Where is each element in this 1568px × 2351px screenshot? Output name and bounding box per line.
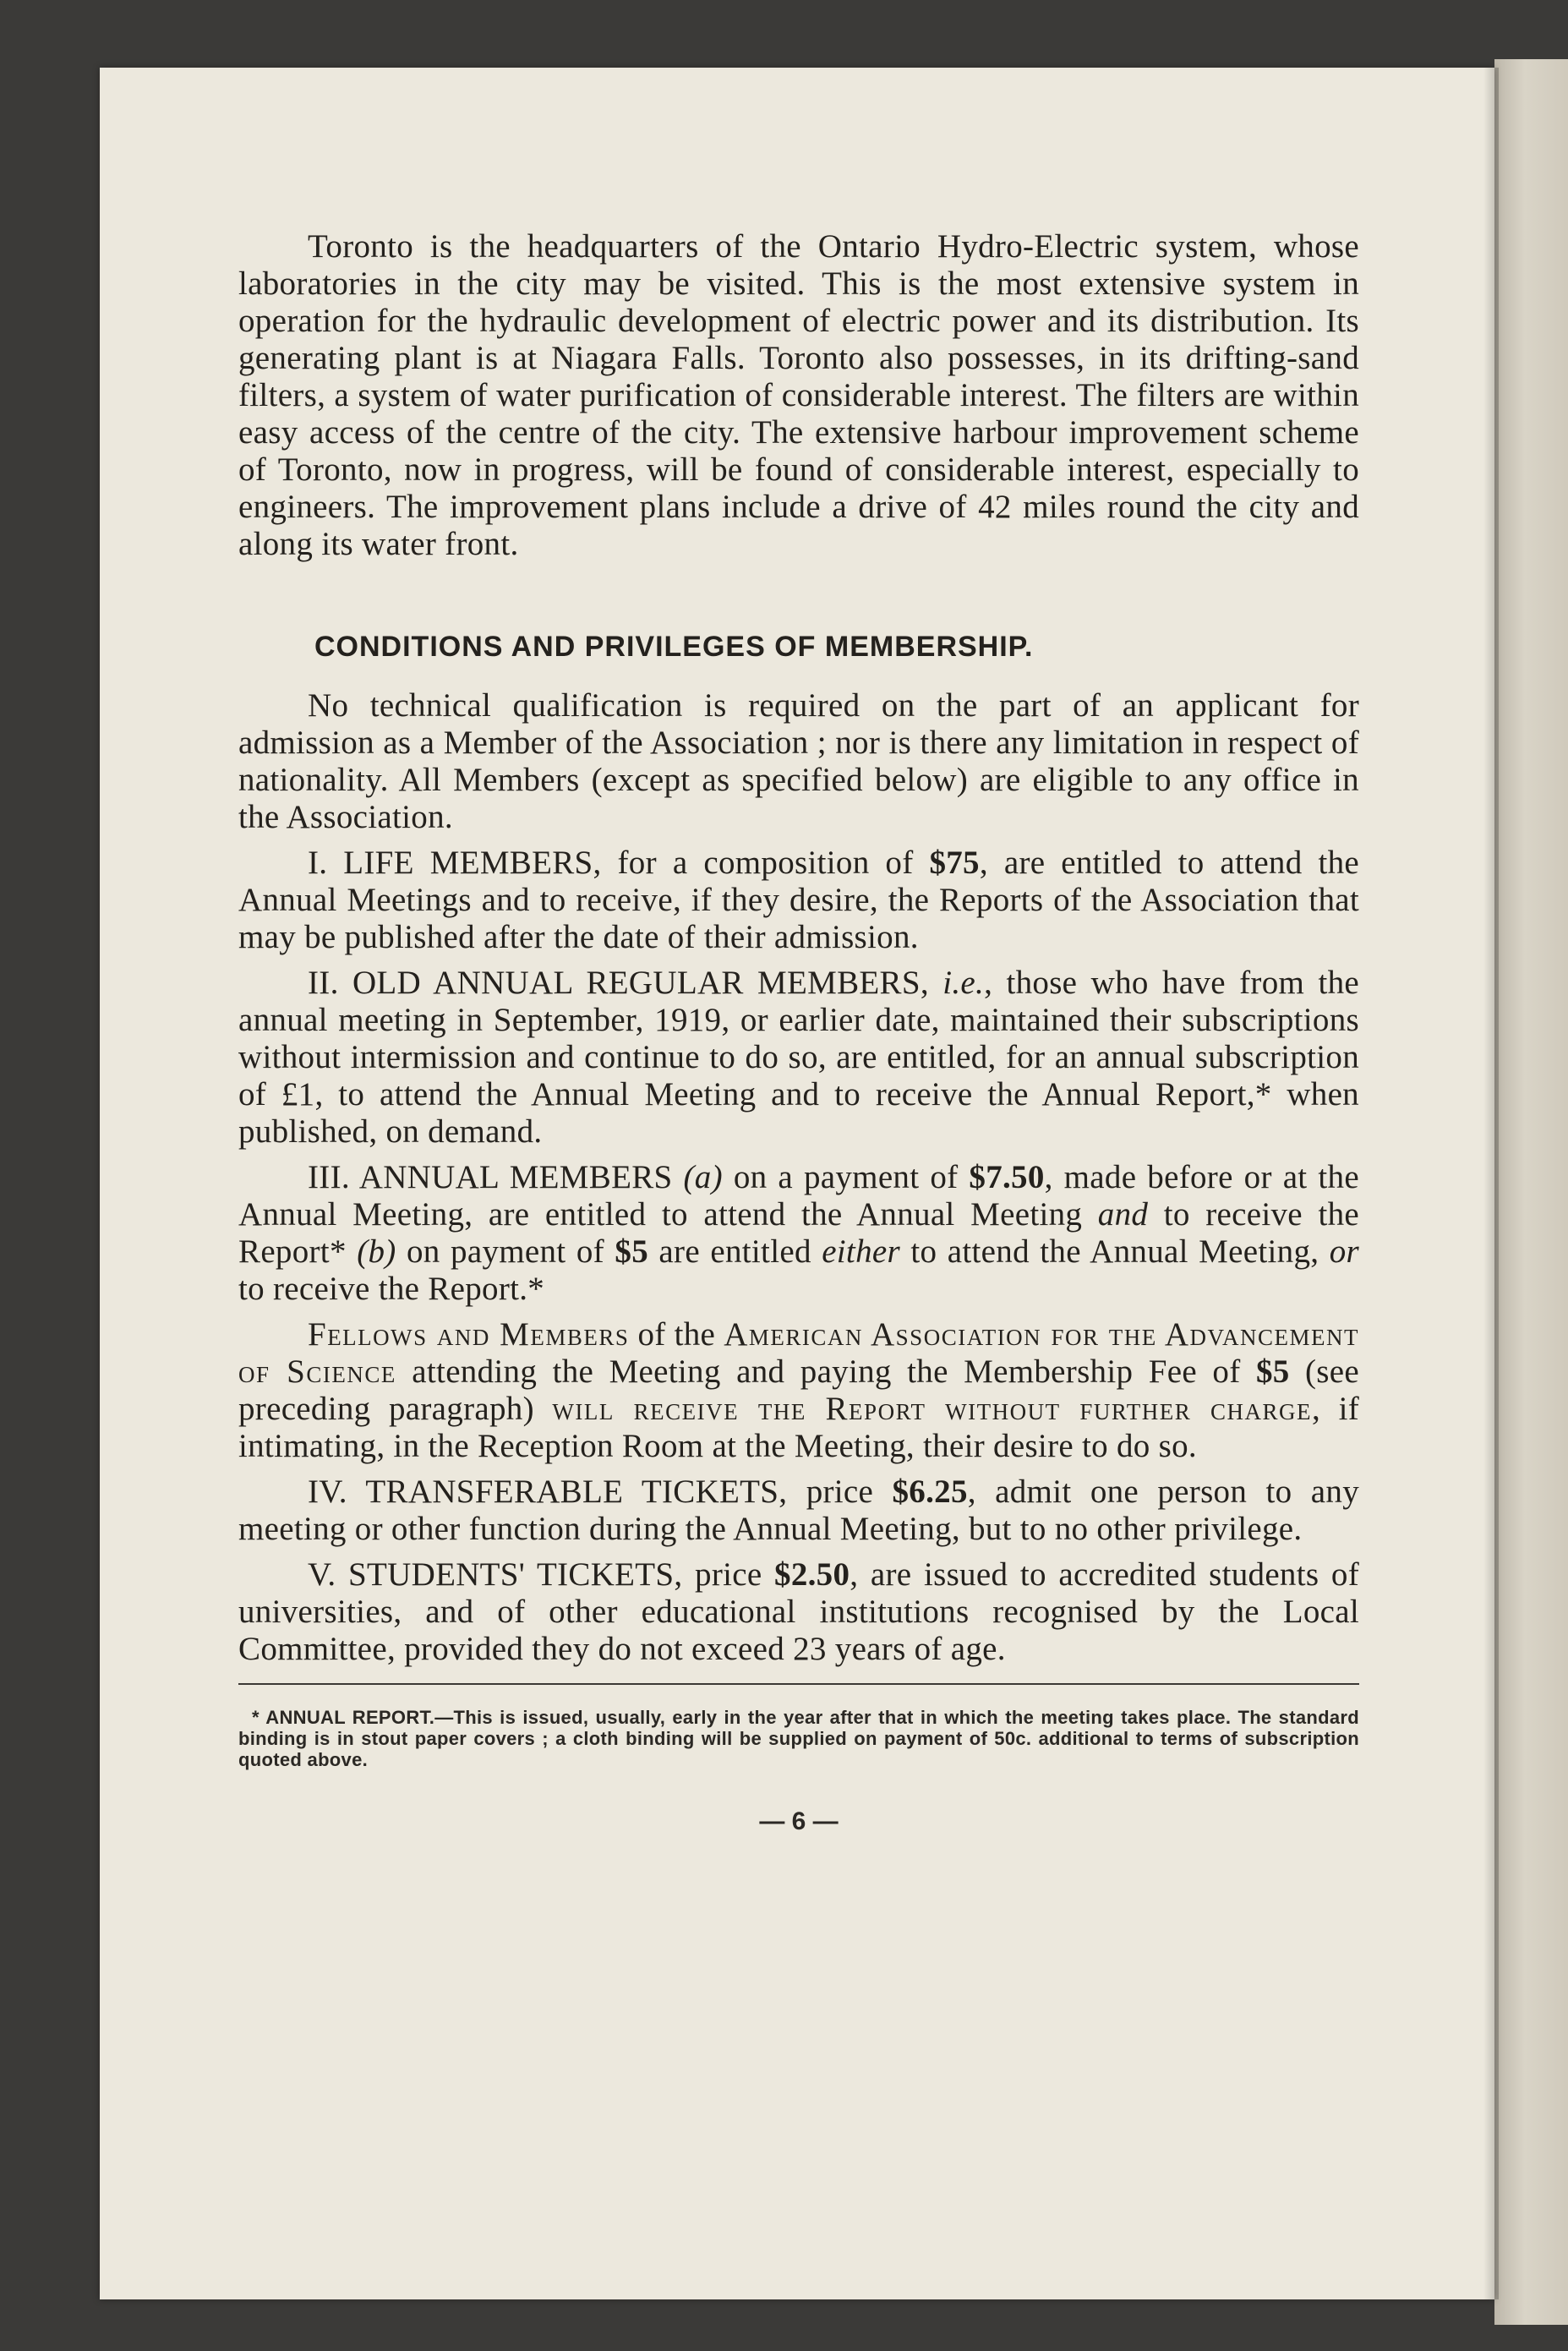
transferable-tickets-price: $6.25 xyxy=(892,1473,968,1510)
adjacent-page-edge xyxy=(1494,59,1568,2325)
life-members-price: $75 xyxy=(929,845,980,881)
page-number: — 6 — xyxy=(759,1807,839,1835)
transferable-tickets-title: IV. TRANSFERABLE TICKETS, xyxy=(308,1473,788,1510)
intro-paragraph: Toronto is the headquarters of the Ontario Hydro-Electric system, whose laboratories in the city may be visited. This is the most extensive system in operation for the hydraulic development of electric power and its distribution. Its generating plant is at Niagara Falls. Toronto also possesses, in its drifting-sand filters, a system of water purification of considerable interest. The filters are within easy access of the centre of the city. The extensive harbour improvement scheme of Toronto, now in progress, will be found of considerable interest, especially to engineers. The improvement plans include a drive of 42 miles round the city and along its water front. xyxy=(238,228,1359,562)
students-tickets-paragraph: V. STUDENTS' TICKETS, price $2.50, are issued to accredited students of universities, and of other educational institutions recognised by the Local Committee, provided they do not exceed 23 years of age. xyxy=(238,1556,1359,1667)
section-heading: CONDITIONS AND PRIVILEGES OF MEMBERSHIP. xyxy=(314,631,1034,663)
footnote: * ANNUAL REPORT.—This is issued, usually, early in the year after that in which the meeting takes place. The standard binding is in stout paper covers ; a cloth binding will be supplied on payment of 50c. additional to terms of subscription quoted above. xyxy=(238,1707,1359,1770)
students-tickets-price: $2.50 xyxy=(774,1556,850,1593)
annual-members-paragraph: III. ANNUAL MEMBERS (a) on a payment of $7.50, made before or at the Annual Meeting, are entitled to attend the Annual Meeting and to receive the Report* (b) on payment of $5 are entitled either to attend the Annual Meeting, or to receive the Report.* xyxy=(238,1159,1360,1307)
fellows-paragraph: Fellows and Members of the American Association for the Advancement of Science attending the Meeting and paying the Membership Fee of $5 (see preceding paragraph) will receive the Report without further charge, if intimating, in the Reception Room at the Meeting, their desire to do so. xyxy=(238,1316,1360,1464)
old-annual-members-title: II. OLD ANNUAL REGULAR MEMBERS, xyxy=(308,965,929,1001)
students-tickets-title: V. STUDENTS' TICKETS, xyxy=(308,1556,683,1593)
page-content xyxy=(238,228,1359,1836)
spine-shadow xyxy=(1483,68,1499,2299)
life-members-paragraph: I. LIFE MEMBERS, for a composition of $75, are entitled to attend the Annual Meetings and to receive, if they desire, the Reports of the Association that may be published after the date of their admission. xyxy=(238,845,1360,955)
life-members-title: I. LIFE MEMBERS, xyxy=(308,845,602,881)
annual-members-title: III. ANNUAL MEMBERS xyxy=(308,1159,673,1195)
annual-members-price-full: $7.50 xyxy=(969,1159,1045,1195)
footnote-divider xyxy=(238,1683,1359,1685)
old-annual-members-paragraph: II. OLD ANNUAL REGULAR MEMBERS, i.e., those who have from the annual meeting in September, 1919, or earlier date, maintained their subscriptions without intermission and continue to do so, are entitled, for an annual subscription of £1, to attend the Annual Meeting and to receive the Annual Report,* when published, on demand. xyxy=(238,965,1359,1150)
fellows-fee-price: $5 xyxy=(1255,1353,1290,1390)
annual-members-price-partial: $5 xyxy=(615,1233,648,1270)
transferable-tickets-paragraph: IV. TRANSFERABLE TICKETS, price $6.25, admit one person to any meeting or other function during the Annual Meeting, but to no other privilege. xyxy=(238,1473,1359,1547)
general-conditions-paragraph: No technical qualification is required on the part of an applicant for admission as a Member of the Association ; nor is there any limitation in respect of nationality. All Members (except as specified below) are eligible to any office in the Association. xyxy=(238,687,1359,835)
